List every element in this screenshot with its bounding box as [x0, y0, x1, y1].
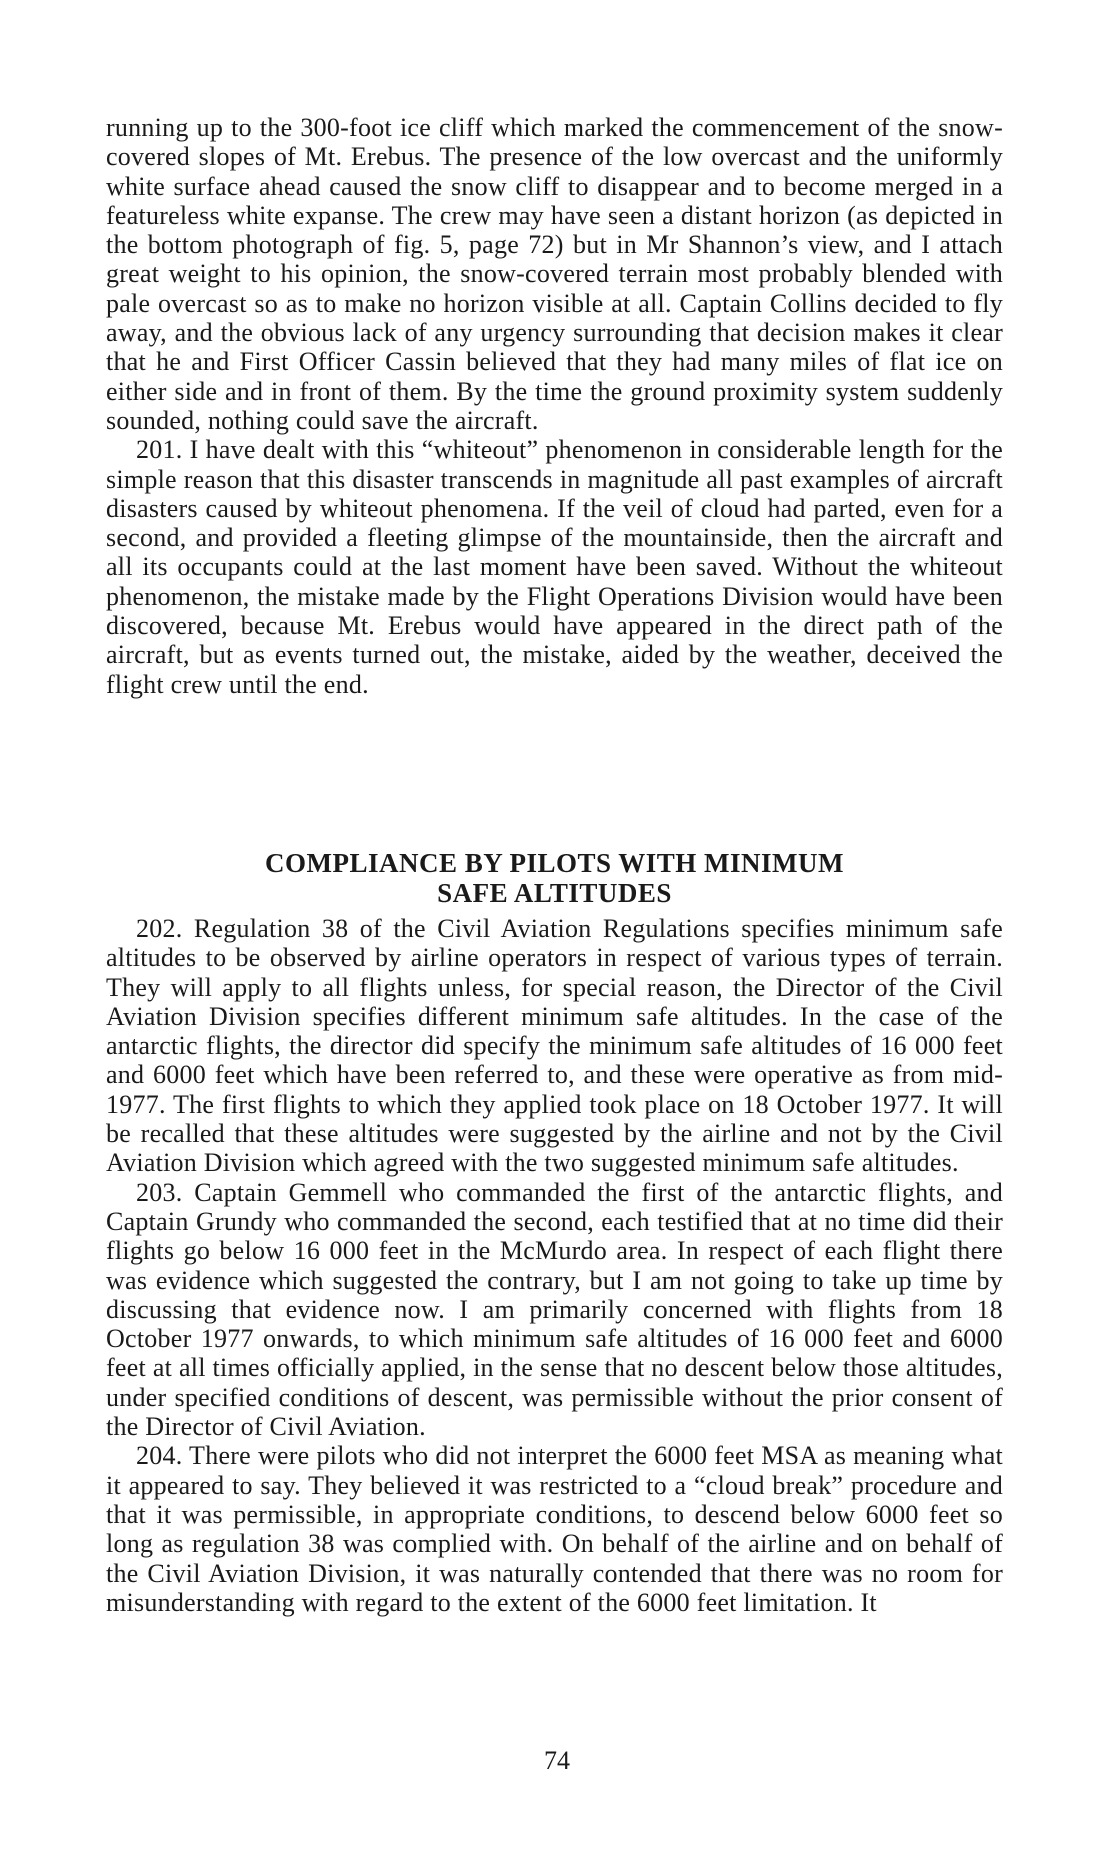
section-heading: [106, 848, 1003, 908]
paragraph-204: 204. There were pilots who did not interpret the 6000 feet MSA as meaning what it appeared to say. They believed it was restricted to a “cloud break” procedure and that it was permissible, in appropriate conditions, to descend below 6000 feet so long as regulation 38 was complied with. On behalf of the airline and on behalf of the Civil Aviation Division, it was naturally contended that there was no room for misunderstanding with regard to the extent of the 6000 feet limitation. It: [106, 1441, 1003, 1617]
paragraph-201: 201. I have dealt with this “whiteout” phenomenon in considerable length for the simple reason that this disaster transcends in magnitude all past examples of aircraft disasters caused by whiteout phenomena. If the veil of cloud had parted, even for a second, and provided a fleeting glimpse of the mountainside, then the aircraft and all its occupants could at the last moment have been saved. Without the whiteout phenomenon, the mistake made by the Flight Operations Division would have been discovered, because Mt. Erebus would have appeared in the direct path of the aircraft, but as events turned out, the mistake, aided by the weather, deceived the flight crew until the end.: [106, 435, 1003, 699]
page-number: 74: [544, 1746, 570, 1775]
paragraph-202: 202. Regulation 38 of the Civil Aviation Regulations specifies minimum safe altitudes to be observed by airline operators in respect of various types of terrain. They will apply to all flights unless, for special reason, the Director of the Civil Aviation Division specifies different minimum safe altitudes. In the case of the antarctic flights, the director did specify the minimum safe altitudes of 16 000 feet and 6000 feet which have been referred to, and these were operative as from mid-1977. The first flights to which they applied took place on 18 October 1977. It will be recalled that these altitudes were suggested by the airline and not by the Civil Aviation Division which agreed with the two suggested minimum safe altitudes.: [106, 914, 1003, 1178]
section-heading-line-2: SAFE ALTITUDES: [437, 878, 672, 908]
top-text-section: [106, 113, 1003, 699]
paragraph-continuation: running up to the 300-foot ice cliff which marked the commencement of the snow-covered slopes of Mt. Erebus. The presence of the low overcast and the uniformly white surface ahead caused the snow cliff to disappear and to become merged in a featureless white expanse. The crew may have seen a distant horizon (as depicted in the bottom photograph of fig. 5, page 72) but in Mr Shannon’s view, and I attach great weight to his opinion, the snow-covered terrain most probably blended with pale overcast so as to make no horizon visible at all. Captain Collins decided to fly away, and the obvious lack of any urgency surrounding that decision makes it clear that he and First Officer Cassin believed that they had many miles of flat ice on either side and in front of them. By the time the ground proximity system suddenly sounded, nothing could save the aircraft.: [106, 113, 1003, 435]
section-heading-line-1: COMPLIANCE BY PILOTS WITH MINIMUM: [264, 848, 845, 878]
bottom-text-section: [106, 914, 1003, 1617]
paragraph-203: 203. Captain Gemmell who commanded the first of the antarctic flights, and Captain Grundy who commanded the second, each testified that at no time did their flights go below 16 000 feet in the McMurdo area. In respect of each flight there was evidence which suggested the contrary, but I am not going to take up time by discussing that evidence now. I am primarily concerned with flights from 18 October 1977 onwards, to which minimum safe altitudes of 16 000 feet and 6000 feet at all times officially applied, in the sense that no descent below those altitudes, under specified conditions of descent, was permissible without the prior consent of the Director of Civil Aviation.: [106, 1177, 1003, 1442]
